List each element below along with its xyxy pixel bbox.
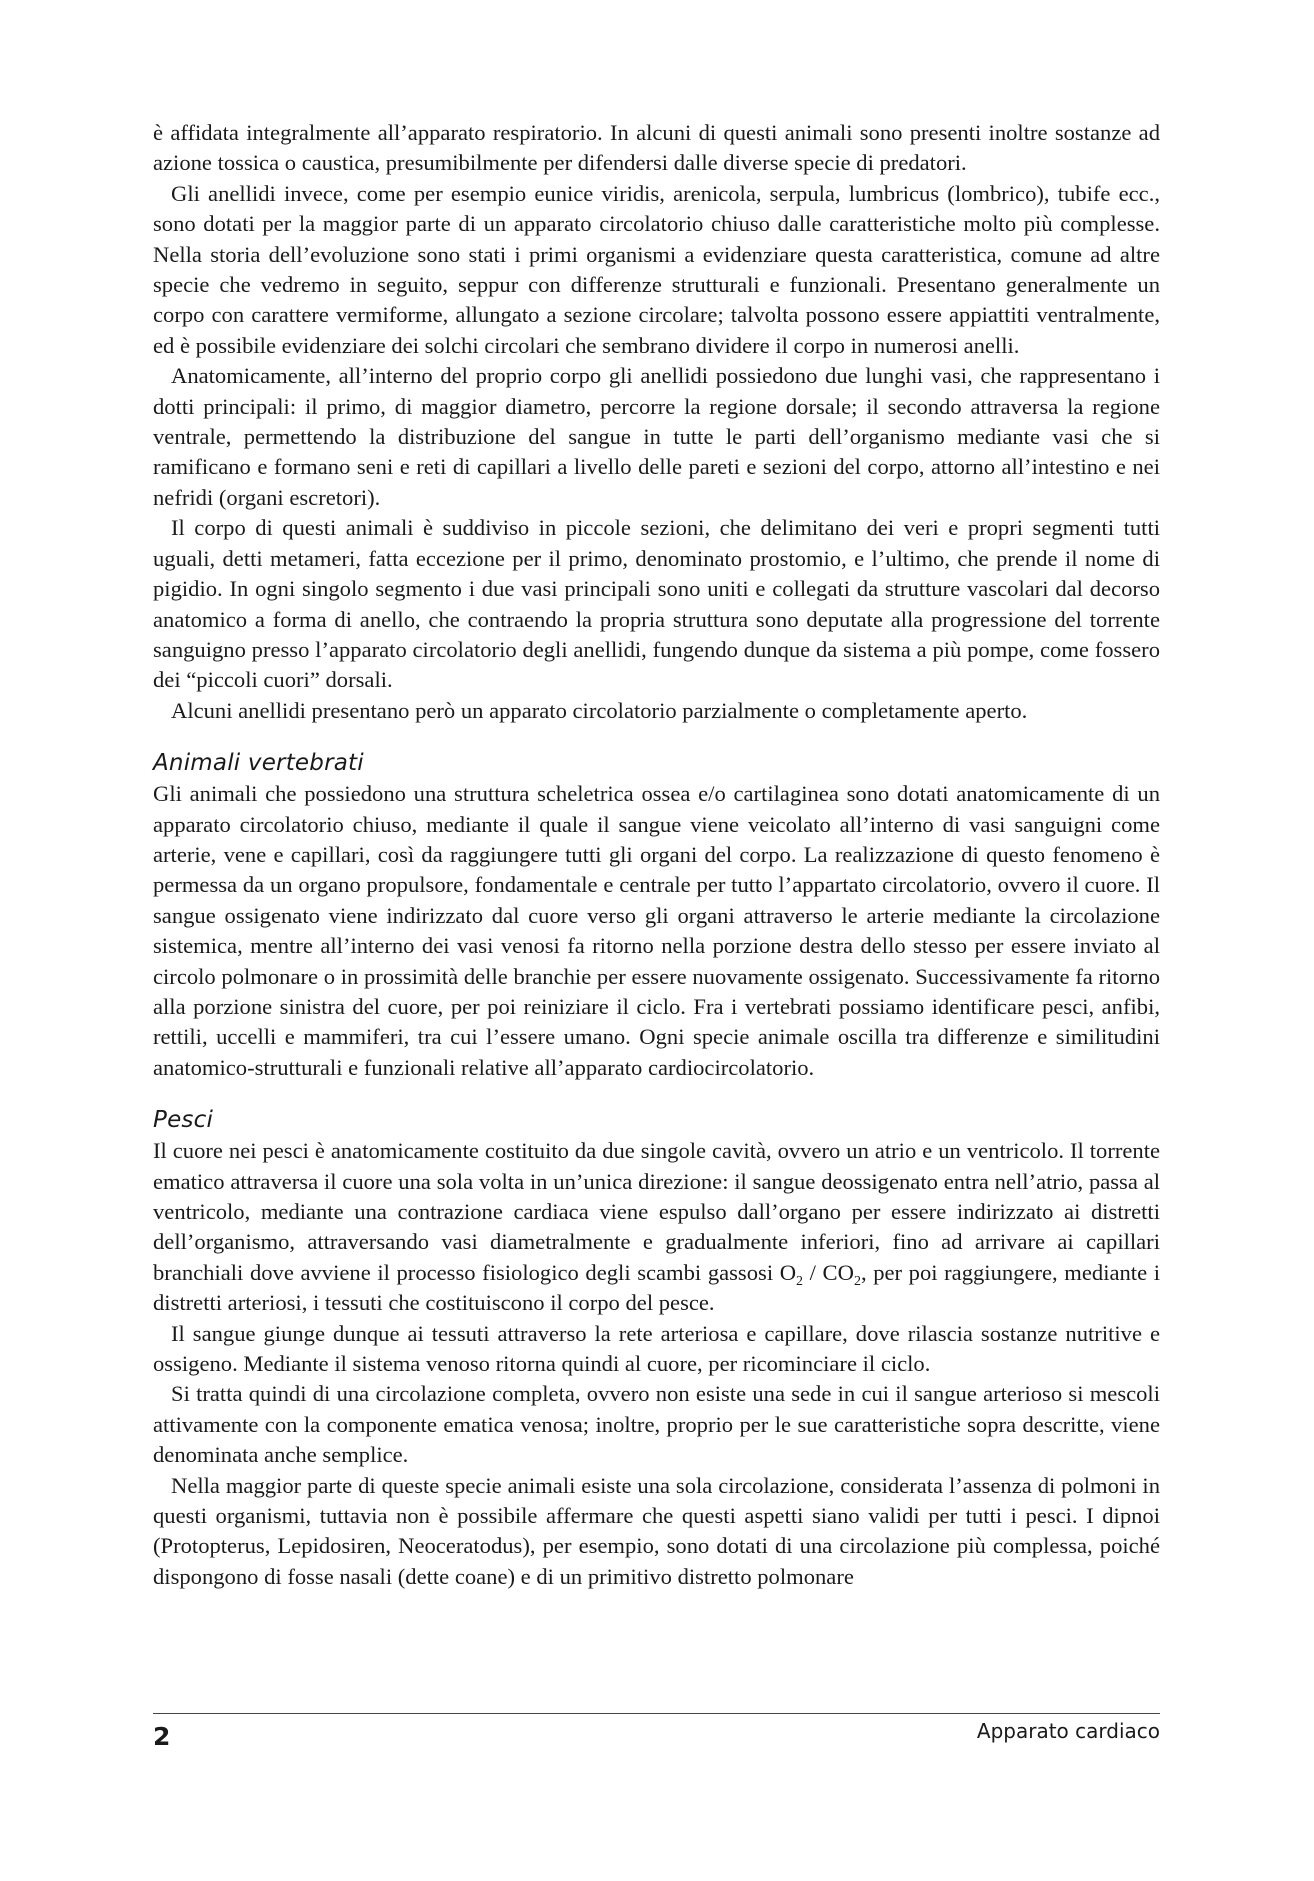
paragraph-circolatorio-aperto: Alcuni anellidi presentano però un apparato circolatorio parzialmente o completamente aperto. — [171, 697, 1028, 723]
paragraph-tessuti: Il sangue giunge dunque ai tessuti attraverso la rete arteriosa e capillare, dove rilascia sostanze nutritive e ossigeno. Mediante il sistema venoso ritorna quindi al cuore, per ricominciare il ciclo. — [153, 1320, 1160, 1377]
page-body — [153, 118, 1160, 1592]
running-title: Apparato cardiaco — [976, 1719, 1160, 1743]
gas-exchange-formula: $O_2 / CO_2$ — [779, 1259, 861, 1289]
paragraph-vertebrati: Gli animali che possiedono una struttura scheletrica ossea e/o cartilaginea sono dotati anatomicamente di un apparato circolatorio chiuso, mediante il quale il sangue viene veicolato all’interno di vasi sanguigni come arterie, vene e capillari, così da raggiungere tutti gli organi del corpo. La realizzazione di questo fenomeno è permessa da un organo propulsore, fondamentale e centrale per tutto l’appartato circolatorio, ovvero il cuore. Il sangue ossigenato viene indirizzato dal cuore verso gli organi attraverso le arterie mediante la circolazione sistemica, mentre all’interno dei vasi venosi fa ritorno nella porzione destra dello stesso per essere inviato al circolo polmonare o in prossimità delle branchie per essere nuovamente ossigenato. Successivamente fa ritorno alla porzione sinistra del cuore, per poi reiniziare il ciclo. Fra i vertebrati possiamo identificare pesci, anfibi, rettili, uccelli e mammiferi, tra cui l’essere umano. Ogni specie animale oscilla tra differenze e similitudini anatomico-strutturali e funzionali relative all’apparato cardiocircolatorio. — [153, 781, 1160, 1080]
paragraph-cuore-pesci-part2: , per poi raggiungere, mediante i distretti arteriosi, i tessuti che costituiscono il corpo del pesce. — [153, 1259, 1160, 1316]
paragraph-dipnoi: Nella maggior parte di queste specie animali esiste una sola circolazione, considerata l’assenza di polmoni in questi organismi, tuttavia non è possibile affermare che questi aspetti siano validi per tutti i pesci. I dipnoi (Protopterus, Lepidosiren, Neoceratodus), per esempio, sono dotati di una circolazione più complessa, poiché dispongono di fosse nasali (dette coane) e di un primitivo distretto polmonare — [153, 1472, 1160, 1589]
section-heading-pesci: Pesci — [153, 1107, 214, 1134]
paragraph-cuore-pesci-part1: Il cuore nei pesci è anatomicamente costituito da due singole cavità, ovvero un atrio e un ventricolo. Il torrente ematico attraversa il cuore una sola volta in un’unica direzione: il sangue deossigenato entra nell’atrio, passa al ventricolo, mediante una contrazione cardiaca viene espulso dall’organo per essere indirizzato ai distretti dell’organismo, attraversando vasi diametralmente e gradualmente inferiori, fino ad arrivare ai capillari branchiali dove avviene il processo fisiologico degli scambi gassosi — [153, 1138, 1160, 1285]
paragraph-continuation: è affidata integralmente all’apparato respiratorio. In alcuni di questi animali sono presenti inoltre sostanze ad azione tossica o caustica, presumibilmente per difendersi dalle diverse specie di predatori. — [153, 120, 1160, 176]
footer-divider — [153, 1713, 1160, 1714]
paragraph-metameri: Il corpo di questi animali è suddiviso in piccole sezioni, che delimitano dei veri e propri segmenti tutti uguali, detti metameri, fatta eccezione per il primo, denominato prostomio, e l’ultimo, che prende il nome di pigidio. In ogni singolo segmento i due vasi principali sono uniti e collegati da strutture vascolari dal decorso anatomico a forma di anello, che contraendo la propria struttura sono deputate alla progressione del torrente sanguigno presso l’apparato circolatorio degli anellidi, fungendo dunque da sistema a più pompe, come fossero dei “piccoli cuori” dorsali. — [153, 515, 1160, 693]
page-number: 2 — [153, 1722, 171, 1751]
paragraph-circolazione-completa: Si tratta quindi di una circolazione completa, ovvero non esiste una sede in cui il sangue arterioso si mescoli attivamente con la componente ematica venosa; inoltre, proprio per le sue caratteristiche sopra descritte, viene denominata anche semplice. — [153, 1381, 1160, 1468]
paragraph-anatomia-anellidi: Anatomicamente, all’interno del proprio corpo gli anellidi possiedono due lunghi vasi, che rappresentano i dotti principali: il primo, di maggior diametro, percorre la regione dorsale; il secondo attraversa la regione ventrale, permettendo la distribuzione del sangue in tutte le parti dell’organismo mediante vasi che si ramificano e formano seni e reti di capillari a livello delle pareti e sezioni del corpo, attorno all’intestino e nei nefridi (organi escretori). — [153, 363, 1160, 510]
paragraph-anellidi: Gli anellidi invece, come per esempio eunice viridis, arenicola, serpula, lumbricus (lombrico), tubife ecc., sono dotati per la maggior parte di un apparato circolatorio chiuso dalle caratteristiche molto più complesse. Nella storia dell’evoluzione sono stati i primi organismi a evidenziare questa caratteristica, comune ad altre specie che vedremo in seguito, seppur con differenze strutturali e funzionali. Presentano generalmente un corpo con carattere vermiforme, allungato a sezione circolare; talvolta possono essere appiattiti ventralmente, ed è possibile evidenziare dei solchi circolari che sembrano dividere il corpo in numerosi anelli. — [153, 180, 1160, 358]
section-heading-vertebrati: Animali vertebrati — [153, 750, 364, 777]
paragraph-cuore-pesci — [153, 1136, 1160, 1318]
